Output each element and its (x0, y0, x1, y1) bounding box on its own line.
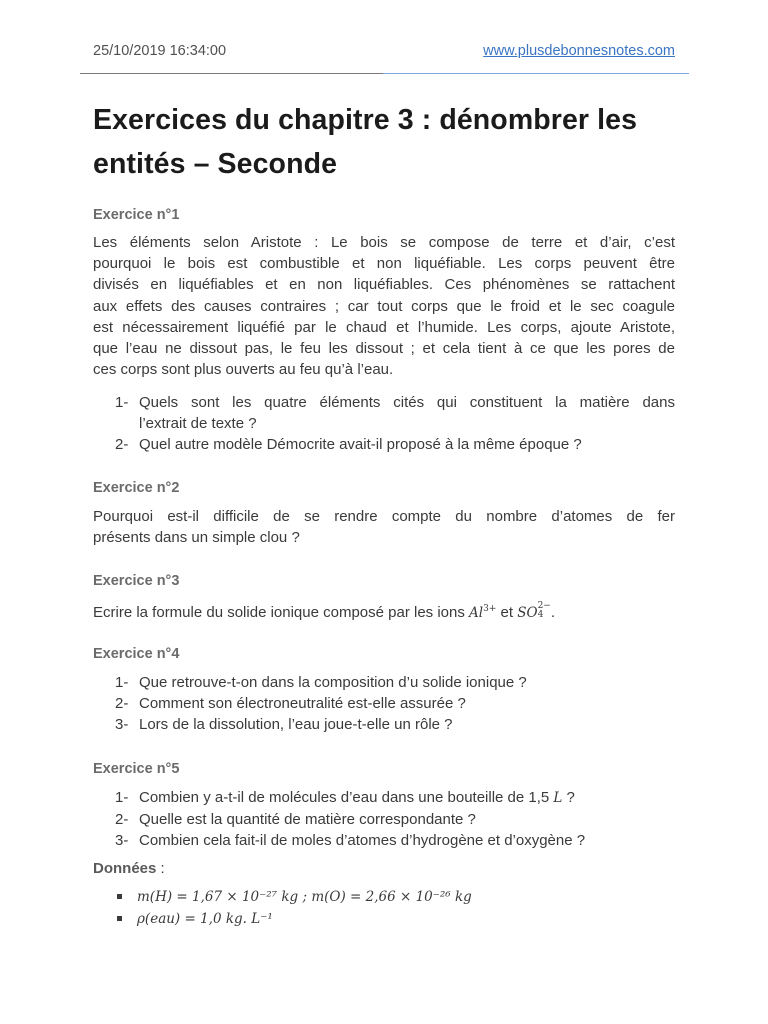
list-number: 2- (115, 695, 129, 713)
exercise-5-heading: Exercice n°5 (93, 761, 180, 777)
data-section-heading (93, 860, 165, 877)
exercise-2-line: présents dans un simple clou ? (93, 529, 300, 547)
list-item (93, 434, 675, 455)
exercise-2-text (93, 506, 675, 548)
question-end: ? (562, 789, 575, 806)
title-line-1: Exercices du chapitre 3 : dénombrer les (93, 104, 638, 136)
exercise-1-line: que l’eau ne dissout pas, le feu les dissout ; et cela tient à ce que les pores de (93, 340, 675, 358)
exercise-2-line: Pourquoi est-il difficile de se rendre compte du nombre d’atomes de fer (93, 508, 675, 525)
list-item (93, 714, 675, 735)
unit-litre: L (553, 790, 563, 806)
exercise-2-heading: Exercice n°2 (93, 480, 180, 496)
list-number: 3- (115, 716, 129, 734)
page-header (93, 43, 675, 63)
question-text: Lors de la dissolution, l’eau joue-t-elle un rôle ? (139, 716, 453, 734)
bullet-square-icon (117, 916, 122, 921)
exercise-1-questions (93, 392, 675, 456)
list-number: 1- (115, 394, 129, 411)
exercise-4-heading: Exercice n°4 (93, 646, 180, 662)
data-item-masses: m(H) = 1,67 × 10⁻²⁷ kg ; m(O) = 2,66 × 10⁻²⁶ kg (137, 889, 472, 905)
question-text: Combien cela fait-il de moles d’atomes d’hydrogène et d’oxygène ? (139, 832, 586, 850)
header-datetime: 25/10/2019 16:34:00 (93, 43, 227, 59)
header-rule-right (383, 73, 689, 74)
list-number: 2- (115, 811, 129, 829)
question-text: Quels sont les quatre éléments cités qui constituent la matière dans (139, 394, 675, 411)
question-text: Quelle est la quantité de matière correspondante ? (139, 811, 476, 829)
sentence-end: . (550, 604, 556, 621)
list-item (93, 672, 675, 693)
data-label: Données (93, 860, 157, 877)
question-text: l’extrait de texte ? (139, 415, 257, 433)
question-text: Quel autre modèle Démocrite avait-il proposé à la même époque ? (139, 436, 582, 454)
data-colon: : (156, 860, 165, 877)
exercise-1-line: Les éléments selon Aristote : Le bois se compose de terre et d’air, c’est (93, 234, 675, 251)
list-item (93, 886, 675, 908)
bullet-square-icon (117, 894, 122, 899)
exercise-1-line: aux effets des causes contraires ; car tout corps que le froid et le sec coagule (93, 297, 675, 315)
exercise-1-line: est nécessairement liquéfié par le chaud et l’humide. Les corps, ajoute Aristote, (93, 318, 675, 336)
ion-aluminium: Al (469, 605, 484, 621)
ion-sulfate-indices (538, 602, 551, 620)
question-text: Que retrouve-t-on dans la composition d’u solide ionique ? (139, 674, 527, 691)
conjunction: et (496, 604, 518, 621)
list-item (93, 908, 675, 930)
exercise-1-line: divisés en liquéfiables et en non liquéfiables. Ces phénomènes se rattachent (93, 276, 675, 294)
data-item-density: ρ(eau) = 1,0 kg. L⁻¹ (137, 911, 273, 927)
exercise-1-heading: Exercice n°1 (93, 207, 180, 223)
exercise-1-line: ces corps sont plus ouverts au feu qu’à l’eau. (93, 361, 394, 379)
list-item (93, 809, 675, 830)
list-item (93, 693, 675, 714)
ion-sulfate-charge: 2− (537, 601, 551, 612)
header-rule-left (80, 73, 383, 74)
page-title (93, 98, 683, 186)
ion-aluminium-charge: 3+ (483, 604, 497, 614)
question-text: Comment son électroneutralité est-elle assurée ? (139, 695, 466, 713)
exercise-3-heading: Exercice n°3 (93, 573, 180, 589)
exercise-3-sentence: Ecrire la formule du solide ionique composé par les ions (93, 604, 470, 621)
ion-sulfate-subscript: 4 (537, 610, 544, 621)
list-item (93, 830, 675, 851)
ion-sulfate: SO (517, 605, 538, 621)
exercise-3-text (93, 599, 675, 624)
list-number: 1- (115, 674, 129, 691)
list-number: 2- (115, 436, 129, 454)
exercise-1-text (93, 232, 675, 380)
list-item (93, 787, 675, 809)
question-text: Combien y a-t-il de molécules d’eau dans une bouteille de 1,5 (139, 789, 554, 806)
list-item (93, 392, 675, 434)
title-line-2: entités – Seconde (93, 148, 338, 180)
list-number: 3- (115, 832, 129, 850)
exercise-1-line: pourquoi le bois est combustible et non liquéfiable. Les corps peuvent être (93, 255, 675, 273)
exercise-4-questions (93, 672, 675, 736)
exercise-5-questions (93, 787, 675, 852)
data-list (93, 886, 675, 930)
list-number: 1- (115, 789, 129, 806)
header-site-link[interactable]: www.plusdebonnesnotes.com (483, 43, 675, 59)
